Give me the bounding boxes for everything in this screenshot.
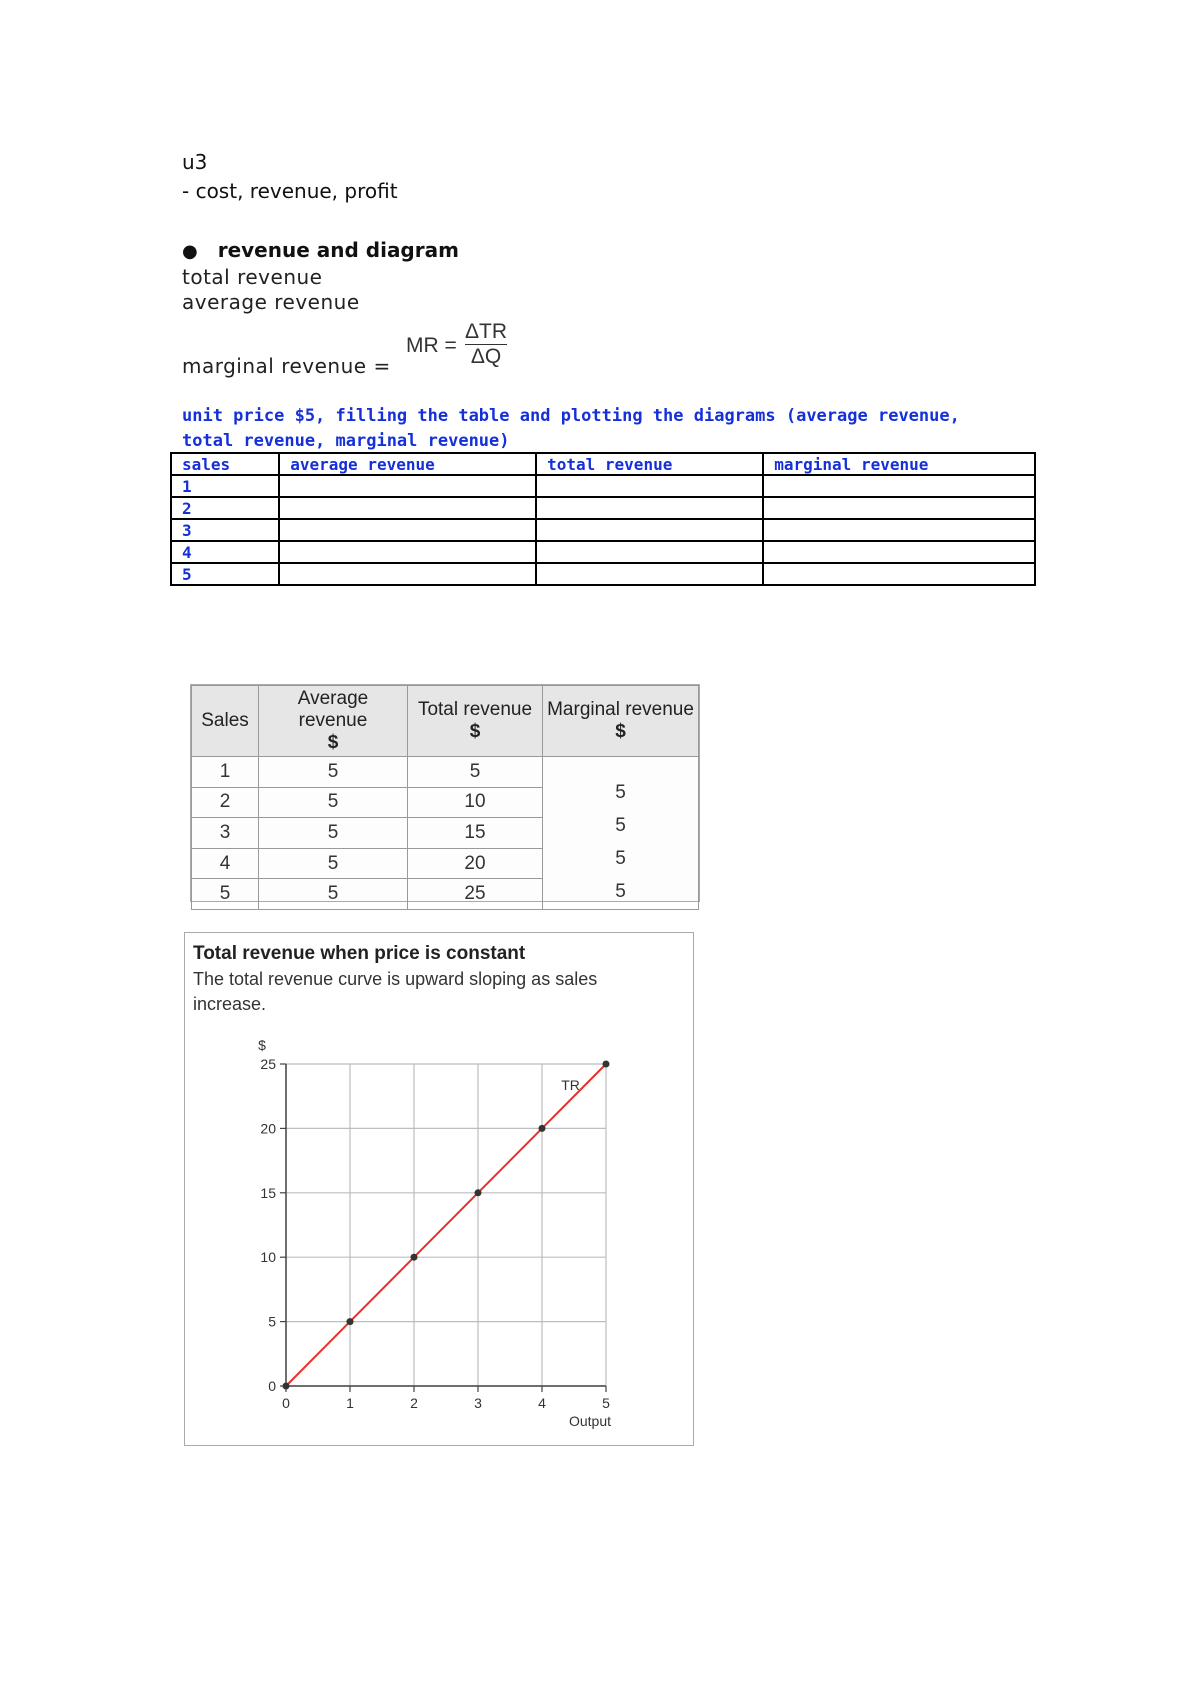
column-header: average revenue [279, 453, 536, 475]
answer-header-ar: Average revenue $ [259, 686, 408, 757]
answer-mr: 5 [615, 815, 626, 836]
x-axis-label: Output [568, 1413, 612, 1429]
answer-ar: 5 [259, 787, 408, 818]
answer-ar: 5 [259, 848, 408, 879]
chart-subtitle: The total revenue curve is upward sloping as sales increase. [193, 969, 598, 1014]
table-row [192, 757, 699, 788]
answer-tr: 25 [408, 879, 543, 910]
formula-lhs: MR = [406, 334, 457, 357]
sales-cell: 1 [171, 475, 279, 497]
tr-data-point [347, 1318, 354, 1325]
y-axis-label: $ [258, 1037, 266, 1053]
topic-heading: - cost, revenue, profit [182, 179, 398, 203]
blank-cell[interactable] [763, 475, 1035, 497]
sales-cell: 5 [171, 563, 279, 585]
answer-table [190, 684, 700, 905]
x-tick-label: 1 [346, 1395, 354, 1411]
y-tick-label: 20 [260, 1120, 276, 1137]
blank-cell[interactable] [763, 563, 1035, 585]
exercise-instruction: unit price $5, filling the table and plotting the diagrams (average revenue, total revenue, marginal revenue) [182, 406, 960, 451]
y-tick-label: 25 [260, 1056, 276, 1072]
column-header: sales [171, 453, 279, 475]
answer-sales: 5 [192, 879, 259, 910]
formula-fraction [465, 320, 507, 369]
x-tick-label: 5 [602, 1395, 610, 1411]
sales-cell: 2 [171, 497, 279, 519]
blank-cell[interactable] [536, 519, 763, 541]
tr-data-point [283, 1383, 290, 1390]
blank-cell[interactable] [763, 497, 1035, 519]
answer-tr: 15 [408, 818, 543, 849]
blank-cell[interactable] [279, 519, 536, 541]
chart-title: Total revenue when price is constant [193, 943, 526, 964]
blank-cell[interactable] [536, 541, 763, 563]
answer-sales: 4 [192, 848, 259, 879]
table-row [171, 563, 1035, 585]
y-tick-label: 15 [260, 1184, 276, 1201]
tr-chart-panel [184, 932, 694, 1446]
x-tick-label: 3 [474, 1395, 482, 1411]
line-marginal-revenue: marginal revenue = [182, 354, 391, 378]
table-row [171, 497, 1035, 519]
x-tick-label: 0 [282, 1395, 290, 1411]
bullet-icon: ● [182, 241, 198, 262]
table-row [171, 475, 1035, 497]
x-tick-label: 4 [538, 1395, 546, 1411]
y-tick-label: 5 [268, 1313, 276, 1330]
blank-cell[interactable] [536, 497, 763, 519]
table-header-row [171, 453, 1035, 475]
column-header: marginal revenue [763, 453, 1035, 475]
y-tick-label: 10 [260, 1249, 276, 1266]
table-row [171, 519, 1035, 541]
blank-cell[interactable] [536, 475, 763, 497]
tr-data-point [475, 1189, 482, 1196]
answer-tr: 5 [408, 757, 543, 788]
answer-header-mr: Marginal revenue $ [543, 686, 699, 757]
answer-header-sales: Sales [192, 686, 259, 757]
section-title: revenue and diagram [217, 238, 459, 262]
formula-numerator: ΔTR [465, 320, 508, 343]
table-row [171, 541, 1035, 563]
formula-denominator: ΔQ [470, 345, 502, 368]
line-average-revenue: average revenue [182, 290, 360, 314]
answer-header-row [192, 686, 699, 757]
blank-cell[interactable] [279, 563, 536, 585]
tr-series-line [286, 1064, 606, 1386]
answer-header-tr: Total revenue $ [408, 686, 543, 757]
tr-chart [185, 933, 693, 1445]
unit-heading: u3 [182, 150, 208, 174]
answer-mr: 5 [615, 848, 626, 869]
blank-cell[interactable] [279, 475, 536, 497]
answer-ar: 5 [259, 818, 408, 849]
y-tick-label: 0 [268, 1378, 276, 1394]
line-total-revenue: total revenue [182, 265, 323, 289]
section-heading [182, 236, 459, 266]
answer-sales: 3 [192, 818, 259, 849]
answer-sales: 2 [192, 787, 259, 818]
blank-cell[interactable] [763, 519, 1035, 541]
sales-cell: 4 [171, 541, 279, 563]
answer-ar: 5 [259, 879, 408, 910]
answer-ar: 5 [259, 757, 408, 788]
blank-cell[interactable] [763, 541, 1035, 563]
exercise-table [170, 452, 1036, 586]
blank-cell[interactable] [279, 541, 536, 563]
answer-mr: 5 [615, 881, 626, 902]
blank-cell[interactable] [536, 563, 763, 585]
sales-cell: 3 [171, 519, 279, 541]
answer-tr: 10 [408, 787, 543, 818]
answer-sales: 1 [192, 757, 259, 788]
answer-mr-column [543, 757, 699, 910]
blank-cell[interactable] [279, 497, 536, 519]
series-label: TR [561, 1076, 580, 1093]
answer-tr: 20 [408, 848, 543, 879]
answer-mr: 5 [615, 782, 626, 803]
tr-data-point [411, 1254, 418, 1261]
tr-data-point [539, 1125, 546, 1132]
tr-data-point [603, 1061, 610, 1068]
x-tick-label: 2 [410, 1395, 418, 1411]
column-header: total revenue [536, 453, 763, 475]
